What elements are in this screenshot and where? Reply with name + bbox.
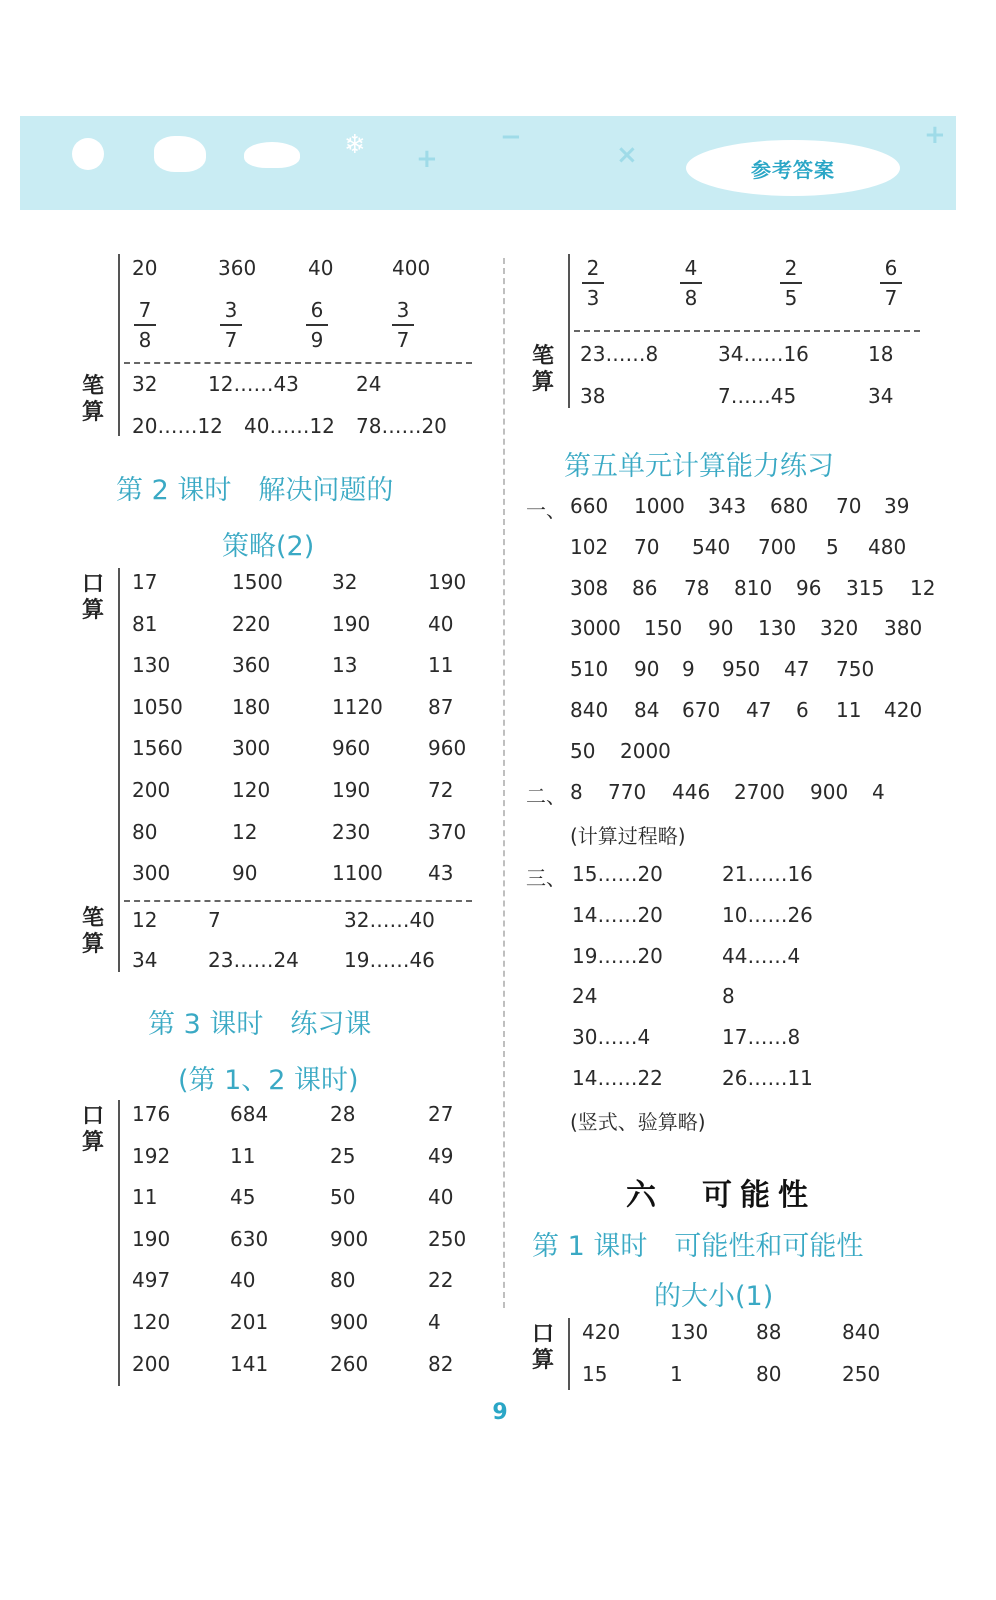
answer-value: 180: [232, 694, 271, 719]
answer-value: 47: [746, 698, 772, 722]
answer-value: 80: [330, 1268, 356, 1293]
answer-value: 343: [708, 494, 747, 518]
answer-value: 1120: [332, 694, 383, 719]
lesson2-subtitle: 策略(2): [222, 531, 315, 562]
page-number: 9: [492, 1400, 508, 1425]
answer-value: 11: [836, 698, 862, 722]
answer-value: 900: [330, 1310, 369, 1334]
answer-value: 90: [634, 657, 660, 682]
answer-value: 9: [682, 657, 695, 682]
answer-value: 300: [132, 861, 171, 886]
answer-value: 80: [132, 819, 158, 844]
answer-value: 120: [132, 1310, 171, 1334]
kousuan-label: 口算: [81, 1104, 104, 1155]
numerator: 7: [138, 298, 152, 322]
answer-value: 2000: [620, 738, 671, 763]
bisuan-label: 笔算: [81, 906, 104, 957]
answer-value: 50: [570, 738, 596, 763]
answer-value: 750: [836, 657, 875, 682]
answer-value: 150: [644, 616, 683, 641]
denominator: 8: [684, 286, 698, 310]
answer-value: 20……12: [132, 414, 223, 438]
answer-value: 24: [356, 372, 382, 396]
answer-value: 130: [132, 653, 171, 678]
answer-value: 17: [132, 570, 158, 594]
lesson3-title: 第 3 课时 练习课: [148, 1009, 372, 1040]
answer-value: 7: [208, 908, 221, 932]
numerator: 4: [684, 256, 698, 280]
answer-value: 1500: [232, 570, 283, 594]
answer-value: 670: [682, 698, 721, 722]
fraction: [304, 298, 330, 352]
sun-icon: [72, 138, 104, 170]
answer-value: 1560: [132, 736, 183, 761]
lesson3-subtitle: (第 1、2 课时): [178, 1065, 359, 1096]
answer-value: 15: [582, 1362, 608, 1386]
answer-value: 120: [232, 778, 271, 802]
answer-value: 30……4: [572, 1025, 651, 1050]
question-number: 二、: [526, 784, 566, 808]
note-text: (竖式、验算略): [570, 1110, 706, 1134]
answer-value: 2700: [734, 780, 785, 804]
minus-icon: −: [500, 122, 522, 152]
numerator: 2: [586, 256, 600, 280]
denominator: 9: [310, 328, 324, 352]
answer-value: 32: [132, 372, 158, 396]
answer-value: 130: [670, 1320, 709, 1344]
answer-value: 90: [708, 616, 734, 641]
answer-value: 34: [868, 384, 894, 408]
answer-value: 14……22: [572, 1066, 663, 1090]
bisuan-label: 笔算: [81, 374, 104, 425]
answer-value: 4: [872, 780, 885, 804]
answer-value: 25: [330, 1143, 356, 1168]
note-text: (计算过程略): [570, 824, 686, 848]
answer-value: 11: [428, 653, 454, 678]
answer-value: 420: [884, 698, 923, 722]
answer-value: 1000: [634, 494, 685, 518]
answer-value: 370: [428, 819, 467, 844]
answer-value: 96: [796, 575, 822, 600]
answer-value: 300: [232, 736, 271, 761]
answer-value: 84: [634, 698, 660, 722]
block-rule: [118, 568, 120, 972]
answer-value: 360: [218, 256, 257, 280]
answer-value: 510: [570, 657, 609, 682]
answer-value: 190: [428, 570, 467, 594]
answer-value: 176: [132, 1102, 171, 1126]
answer-value: 87: [428, 694, 454, 719]
answer-value: 770: [608, 780, 647, 804]
answer-value: 446: [672, 780, 711, 804]
answer-value: 250: [842, 1362, 881, 1386]
answer-value: 1050: [132, 694, 183, 719]
answer-value: 27: [428, 1102, 454, 1126]
answer-value: 22: [428, 1268, 454, 1293]
answer-value: 200: [132, 1351, 171, 1376]
answer-value: 380: [884, 616, 923, 641]
fraction: [390, 298, 416, 352]
column-divider: [503, 258, 505, 1308]
answer-value: 80: [756, 1362, 782, 1386]
answer-value: 82: [428, 1351, 454, 1376]
answer-value: 400: [392, 256, 431, 280]
question-number: 一、: [526, 498, 566, 522]
answer-value: 308: [570, 575, 609, 600]
answer-value: 23……8: [580, 342, 659, 366]
answer-value: 4: [428, 1310, 441, 1334]
answer-value: 43: [428, 861, 454, 886]
numerator: 3: [224, 298, 238, 322]
answer-value: 32: [332, 570, 358, 594]
denominator: 7: [884, 286, 898, 310]
answer-value: 12……43: [208, 372, 299, 396]
answer-value: 11: [132, 1185, 158, 1210]
answer-value: 14……20: [572, 902, 663, 927]
fraction: [218, 298, 244, 352]
answer-value: 840: [842, 1320, 881, 1344]
kousuan-label: 口算: [531, 1322, 554, 1373]
answer-value: 1100: [332, 861, 383, 886]
answer-value: 200: [132, 778, 171, 802]
answer-key-badge: 参考答案: [686, 140, 900, 196]
answer-value: 3000: [570, 616, 621, 641]
answer-value: 40: [308, 256, 334, 280]
answer-value: 15……20: [572, 862, 663, 886]
answer-value: 420: [582, 1320, 621, 1344]
denominator: 3: [586, 286, 600, 310]
numerator: 3: [396, 298, 410, 322]
question-number: 三、: [526, 866, 566, 890]
answer-value: 11: [230, 1143, 256, 1168]
lesson2-title: 第 2 课时 解决问题的: [116, 475, 394, 506]
answer-value: 260: [330, 1351, 369, 1376]
answer-value: 102: [570, 534, 609, 559]
dashed-separator: [574, 330, 920, 332]
answer-value: 28: [330, 1102, 356, 1126]
snowflake-icon: ❄: [344, 130, 366, 160]
answer-value: 960: [428, 736, 467, 761]
answer-value: 70: [634, 534, 660, 559]
answer-value: 5: [826, 534, 839, 559]
answer-value: 900: [330, 1226, 369, 1251]
answer-value: 78……20: [356, 414, 447, 438]
answer-value: 684: [230, 1102, 269, 1126]
bisuan-label: 笔算: [531, 344, 554, 395]
answer-value: 6: [796, 698, 809, 722]
answer-value: 23……24: [208, 948, 299, 972]
cloud-small-icon: [244, 142, 300, 168]
unit5-title: 第五单元计算能力练习: [564, 451, 834, 482]
answer-value: 12: [132, 908, 158, 932]
numerator: 6: [884, 256, 898, 280]
answer-value: 45: [230, 1185, 256, 1210]
answer-value: 47: [784, 657, 810, 682]
answer-value: 10……26: [722, 902, 813, 927]
numerator: 6: [310, 298, 324, 322]
cloud-icon: [154, 136, 206, 172]
plus-small-icon: +: [924, 120, 946, 150]
answer-value: 44……4: [722, 943, 801, 968]
answer-value: 250: [428, 1226, 467, 1251]
answer-value: 680: [770, 494, 809, 518]
answer-value: 1: [670, 1362, 683, 1386]
chapter6-lesson1-title: 第 1 课时 可能性和可能性: [532, 1231, 864, 1262]
block-rule: [118, 254, 120, 436]
answer-value: 40: [428, 611, 454, 636]
denominator: 7: [396, 328, 410, 352]
answer-value: 320: [820, 616, 859, 641]
answer-value: 24: [572, 984, 598, 1009]
answer-value: 190: [332, 778, 371, 802]
answer-value: 34……16: [718, 342, 809, 366]
answer-value: 20: [132, 256, 158, 280]
answer-value: 90: [232, 861, 258, 886]
answer-value: 86: [632, 575, 658, 600]
answer-value: 12: [910, 575, 936, 600]
answer-value: 18: [868, 342, 894, 366]
answer-value: 960: [332, 736, 371, 761]
answer-value: 40……12: [244, 414, 335, 438]
dashed-separator: [124, 362, 472, 364]
answer-value: 32……40: [344, 908, 435, 932]
answer-value: 8: [570, 780, 583, 804]
answer-value: 8: [722, 984, 735, 1009]
answer-value: 220: [232, 611, 271, 636]
denominator: 8: [138, 328, 152, 352]
block-rule: [118, 1100, 120, 1386]
answer-value: 660: [570, 494, 609, 518]
answer-value: 49: [428, 1143, 454, 1168]
answer-value: 315: [846, 575, 885, 600]
fraction: [678, 256, 704, 310]
block-rule: [568, 1318, 570, 1390]
answer-value: 840: [570, 698, 609, 722]
numerator: 2: [784, 256, 798, 280]
times-icon: ×: [616, 140, 638, 170]
fraction: [132, 298, 158, 352]
answer-value: 130: [758, 616, 797, 641]
answer-value: 630: [230, 1226, 269, 1251]
answer-value: 192: [132, 1143, 171, 1168]
plus-icon: +: [416, 144, 438, 174]
answer-value: 141: [230, 1351, 269, 1376]
denominator: 7: [224, 328, 238, 352]
answer-value: 19……46: [344, 948, 435, 972]
answer-value: 39: [884, 494, 910, 518]
answer-value: 360: [232, 653, 271, 678]
answer-value: 88: [756, 1320, 782, 1344]
answer-value: 21……16: [722, 862, 813, 886]
answer-value: 26……11: [722, 1066, 813, 1090]
fraction: [778, 256, 804, 310]
answer-value: 81: [132, 611, 158, 636]
kousuan-label: 口算: [81, 572, 104, 623]
answer-value: 34: [132, 948, 158, 972]
answer-value: 40: [428, 1185, 454, 1210]
answer-value: 40: [230, 1268, 256, 1293]
answer-value: 201: [230, 1310, 269, 1334]
fraction: [878, 256, 904, 310]
answer-value: 78: [684, 575, 710, 600]
answer-value: 190: [132, 1226, 171, 1251]
dashed-separator: [124, 900, 472, 902]
answer-value: 230: [332, 819, 371, 844]
answer-value: 950: [722, 657, 761, 682]
answer-value: 540: [692, 534, 731, 559]
chapter6-title: 六 可能性: [626, 1178, 816, 1213]
answer-value: 480: [868, 534, 907, 559]
answer-value: 70: [836, 494, 862, 518]
answer-value: 13: [332, 653, 358, 678]
answer-value: 190: [332, 611, 371, 636]
answer-value: 12: [232, 819, 258, 844]
chapter6-lesson1-subtitle: 的大小(1): [654, 1281, 774, 1312]
answer-value: 17……8: [722, 1025, 801, 1050]
fraction: [580, 256, 606, 310]
answer-value: 7……45: [718, 384, 797, 408]
answer-value: 38: [580, 384, 606, 408]
denominator: 5: [784, 286, 798, 310]
answer-value: 700: [758, 534, 797, 559]
answer-value: 50: [330, 1185, 356, 1210]
block-rule: [568, 254, 570, 408]
answer-value: 810: [734, 575, 773, 600]
answer-value: 497: [132, 1268, 171, 1293]
answer-value: 900: [810, 780, 849, 804]
answer-value: 19……20: [572, 943, 663, 968]
answer-value: 72: [428, 778, 454, 802]
